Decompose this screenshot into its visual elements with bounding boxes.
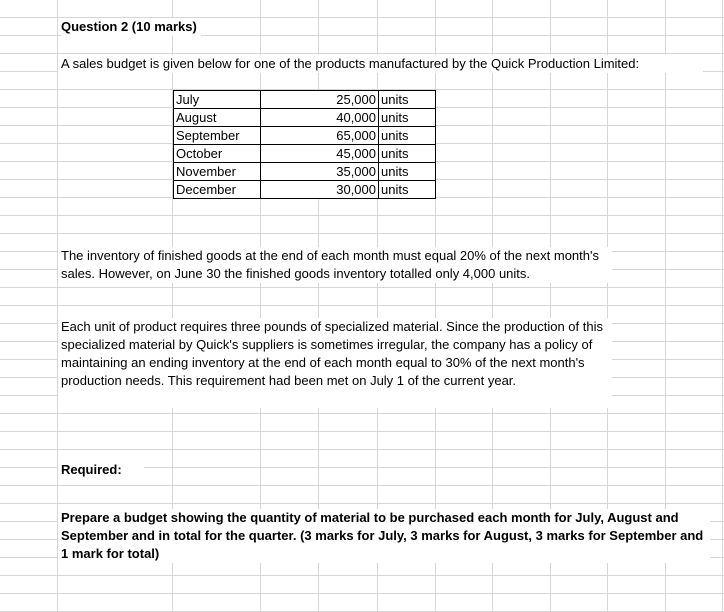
inventory-paragraph: The inventory of finished goods at the end of each month must equal 20% of the next month's sales. However, on June 30 the finished goods inventory totalled only 4,000 units. [58,247,612,283]
quantity-cell[interactable]: 45,000 [261,145,379,163]
month-cell[interactable]: September [174,127,261,145]
intro-text: A sales budget is given below for one of the products manufactured by the Quick Production Limited: [58,55,703,73]
table-row [174,127,436,145]
required-heading: Required: [58,461,144,479]
unit-cell[interactable]: units [379,181,436,199]
quantity-cell[interactable]: 35,000 [261,163,379,181]
unit-cell[interactable]: units [379,91,436,109]
month-cell[interactable]: December [174,181,261,199]
sales-budget-table [173,90,436,199]
month-cell[interactable]: August [174,109,261,127]
material-paragraph: Each unit of product requires three pounds of specialized material. Since the production of this specialized material by Quick's suppliers is sometimes irregular, the company has a policy of maintaining an ending inventory at the end of each month equal to 30% of the next month's production needs. This requirement had been met on July 1 of the current year. [58,318,612,408]
table-row [174,91,436,109]
unit-cell[interactable]: units [379,145,436,163]
unit-cell[interactable]: units [379,127,436,145]
month-cell[interactable]: October [174,145,261,163]
month-cell[interactable]: July [174,91,261,109]
table-row [174,109,436,127]
quantity-cell[interactable]: 40,000 [261,109,379,127]
table-row [174,145,436,163]
quantity-cell[interactable]: 25,000 [261,91,379,109]
unit-cell[interactable]: units [379,163,436,181]
month-cell[interactable]: November [174,163,261,181]
required-task: Prepare a budget showing the quantity of material to be purchased each month for July, August and September and in total for the quarter. (3 marks for July, 3 marks for August, 3 marks for September and 1 mark for total) [58,509,710,563]
quantity-cell[interactable]: 30,000 [261,181,379,199]
table-row [174,181,436,199]
question-title: Question 2 (10 marks) [61,18,201,36]
quantity-cell[interactable]: 65,000 [261,127,379,145]
unit-cell[interactable]: units [379,109,436,127]
table-row [174,163,436,181]
